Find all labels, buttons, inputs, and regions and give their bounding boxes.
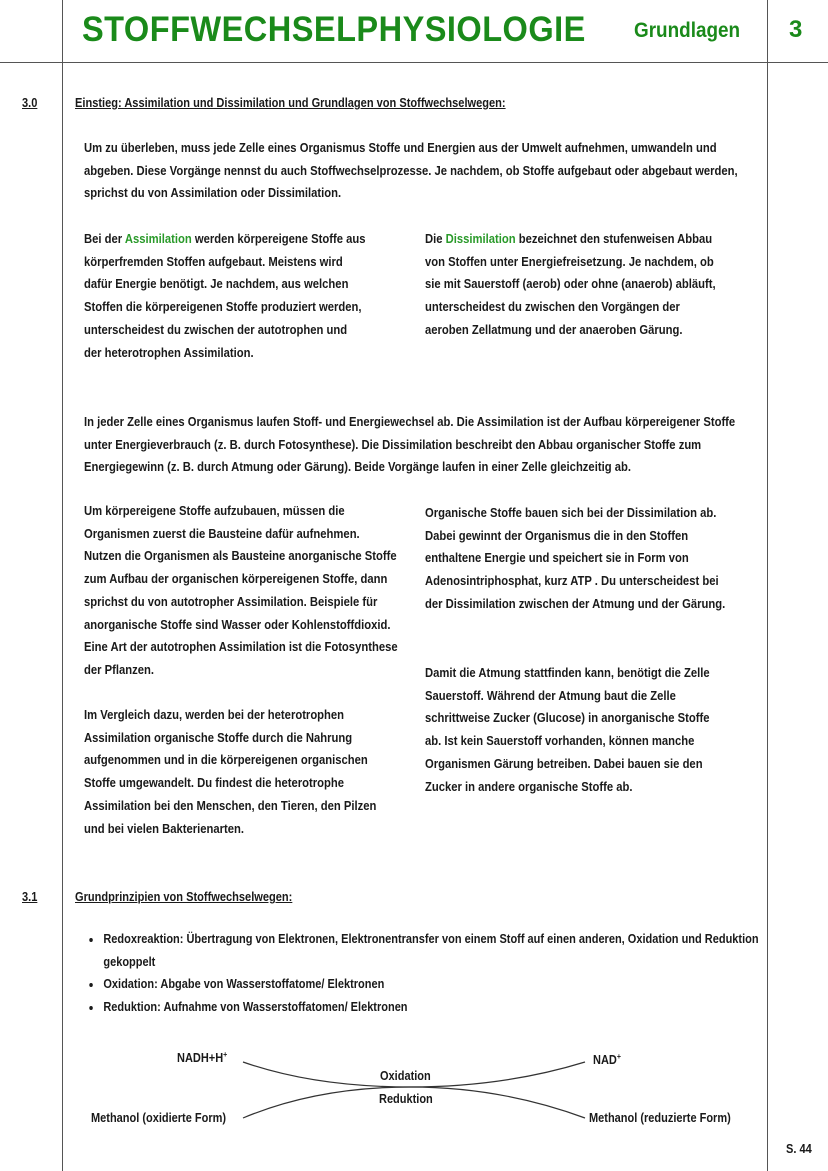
chapter-number: 3: [789, 16, 803, 43]
heterotroph-paragraph: Im Vergleich dazu, werden bei der heterotrophen Assimilation organische Stoffe durch die Nahrung aufgenommen und in die körpereigenen organischen Stoffe umgewandelt. Du findest die heterotrophe Assimilation bei den Menschen, den Tieren, den Pilzen und bei vielen Bakterienarten.: [84, 708, 377, 836]
page-subtitle: Grundlagen: [634, 19, 741, 42]
nad-text: NAD: [593, 1053, 617, 1068]
nad-charge: +: [616, 1052, 621, 1061]
autotroph-paragraph: Um körpereigene Stoffe aufzubauen, müssen die Organismen zuerst die Bausteine dafür aufnehmen. Nutzen die Organismen als Bausteine anorganische Stoffe zum Aufbau der organischen körpereigenen Stoffe, dann sprichst du von autotropher Assimilation. Beispiele für anorganische Stoffe sind Wasser oder Kohlenstoffdioxid. Eine Art der autotrophen Assimilation ist die Fotosynthese der Pflanzen.: [84, 504, 398, 677]
summary-paragraph: In jeder Zelle eines Organismus laufen Stoff- und Energiewechsel ab. Die Assimilation ist der Aufbau körpereigener Stoffe unter Energieverbrauch (z. B. durch Fotosynthese). Die Dissimilation beschreibt den Abbau organischer Stoffe zum Energiegewinn (z. B. durch Atmung oder Gärung). Beide Vorgänge laufen in einer Zelle gleichzeitig ab.: [84, 415, 736, 475]
page-title: STOFFWECHSELPHYSIOLOGIE: [82, 10, 586, 49]
oxidation-label: Oxidation: [380, 1069, 431, 1083]
nadh-label: [177, 1050, 227, 1065]
section-heading: Grundprinzipien von Stoffwechselwegen:: [75, 889, 293, 904]
section-number: 3.1: [22, 889, 38, 904]
dissimilation-post: bezeichnet den stufenweisen Abbau von Stoffen unter Energiefreisetzung. Je nachdem, ob sie mit Sauerstoff (aerob) oder ohne (anaerob) abläuft, unterscheidest du zwischen den Vorgängen der aeroben Zellatmung und der anaeroben Gärung.: [425, 232, 716, 337]
methanol-reduced-label: Methanol (reduzierte Form): [589, 1111, 731, 1125]
assimilation-post: werden körpereigene Stoffe aus körperfremden Stoffen aufgebaut. Meistens wird dafür Energie benötigt. Je nachdem, aus welchen Stoffen die körpereigenen Stoffe produziert werden, unterscheidest du zwischen der autotrophen und der heterotrophen Assimilation.: [84, 232, 366, 360]
methanol-oxidized-label: Methanol (oxidierte Form): [91, 1111, 227, 1125]
bullet-oxidation: • Oxidation: Abgabe von Wasserstoffatome/ Elektronen: [102, 973, 762, 996]
reduktion-label: Reduktion: [379, 1092, 433, 1106]
dissimilation-term: Dissimilation: [445, 232, 516, 246]
assimilation-pre: Bei der: [84, 232, 125, 246]
intro-paragraph: Um zu überleben, muss jede Zelle eines Organismus Stoffe und Energien aus der Umwelt aufnehmen, umwandeln und abgeben. Diese Vorgänge nennst du auch Stoffwechselprozesse. Je nachdem, ob Stoffe aufgebaut oder abgebaut werden, sprichst du von Assimilation oder Dissimilation.: [84, 141, 738, 201]
respiration-paragraph: Damit die Atmung stattfinden kann, benötigt die Zelle Sauerstoff. Während der Atmung baut die Zelle schrittweise Zucker (Glucose) in anorganische Stoffe ab. Ist kein Sauerstoff vorhanden, können manche Organismen Gärung betreiben. Dabei bauen sie den Zucker in andere organische Stoffe ab.: [425, 666, 710, 794]
section-heading: Einstieg: Assimilation und Dissimilation und Grundlagen von Stoffwechselwegen:: [75, 95, 506, 110]
assimilation-term: Assimilation: [124, 232, 192, 246]
nad-label: [593, 1052, 621, 1067]
page-number: S. 44: [786, 1141, 812, 1156]
bullet-redox: • Redoxreaktion: Übertragung von Elektronen, Elektronentransfer von einem Stoff auf einen anderen, Oxidation und Reduktion gekoppelt: [102, 928, 762, 973]
dissimilation-atp-paragraph: Organische Stoffe bauen sich bei der Dissimilation ab. Dabei gewinnt der Organismus die in den Stoffen enthaltene Energie und speichert sie in Form von Adenosintriphosphat, kurz ATP . Du unterscheidest bei der Dissimilation zwischen der Atmung und der Gärung.: [425, 506, 726, 611]
nadh-text: NADH+H: [177, 1051, 224, 1066]
nadh-charge: +: [223, 1050, 228, 1059]
section-number: 3.0: [22, 95, 38, 110]
bullet-reduction: • Reduktion: Aufnahme von Wasserstoffatomen/ Elektronen: [102, 996, 762, 1019]
dissimilation-pre: Die: [425, 232, 446, 246]
